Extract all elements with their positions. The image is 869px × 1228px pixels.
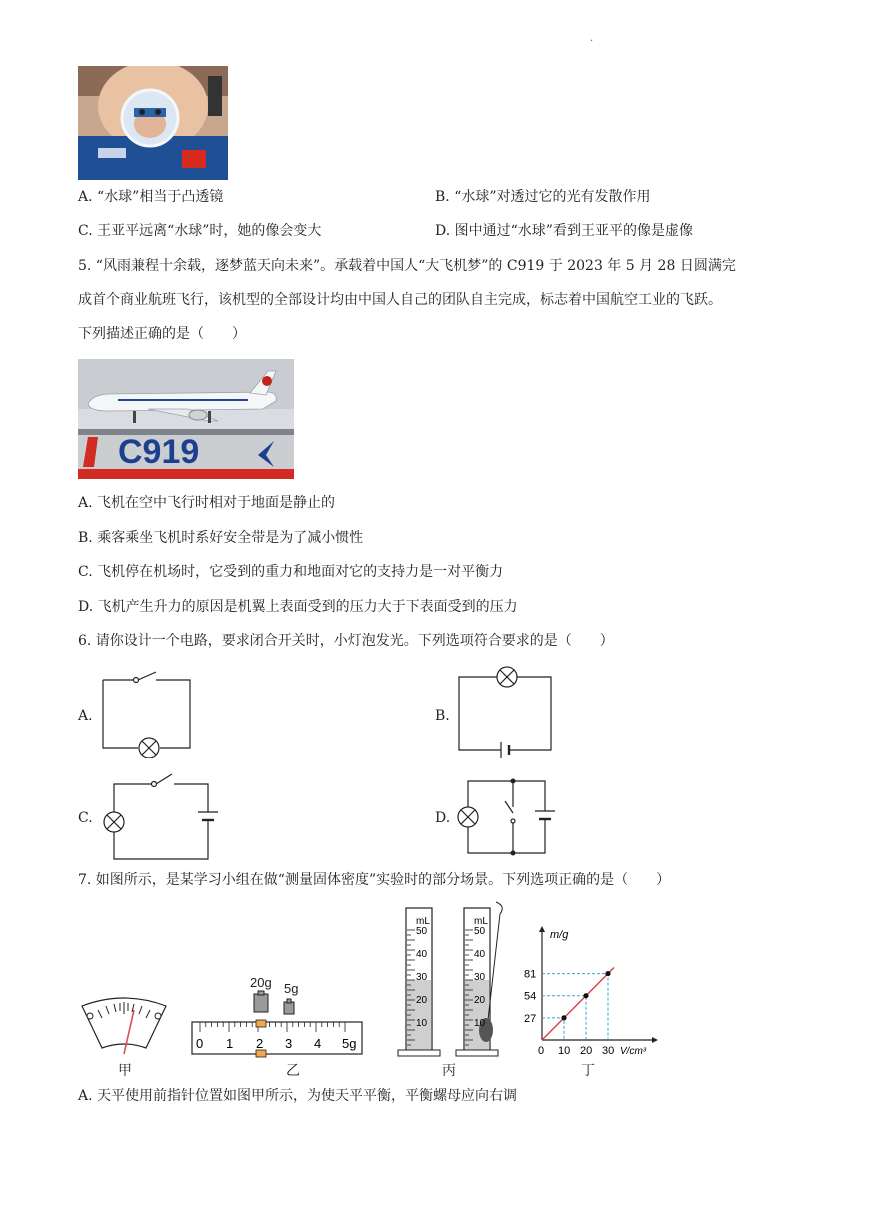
y-tick-81: 81 bbox=[524, 968, 537, 981]
q4-option-b: B. “水球”对透过它的光有发散作用 bbox=[435, 189, 651, 205]
c919-logo-text: C919 bbox=[118, 433, 200, 471]
y-axis-label: m/g bbox=[550, 929, 569, 941]
q4-option-c: C. 王亚平远离“水球”时，她的像会变大 bbox=[78, 223, 322, 239]
data-point-30 bbox=[605, 971, 610, 976]
x-tick-30: 30 bbox=[602, 1045, 615, 1057]
q4-option-a: A. “水球”相当于凸透镜 bbox=[78, 189, 224, 205]
q7-option-a: A. 天平使用前指针位置如图甲所示，为使天平平衡，平衡螺母应向右调 bbox=[78, 1088, 518, 1104]
mass-volume-chart bbox=[520, 924, 666, 1064]
q6-label-b: B. bbox=[435, 708, 450, 724]
cylinder2-tick-40: 40 bbox=[474, 949, 486, 960]
q5-stem-line1: 5. “风雨兼程十余载，逐梦蓝天向未来”。承载着中国人“大飞机梦”的 C919 于 2023 年 5 月 28 日圆满完 bbox=[78, 258, 736, 274]
cylinder2-tick-10: 10 bbox=[474, 1018, 486, 1029]
cylinder1-tick-40: 40 bbox=[416, 949, 428, 960]
x-tick-10: 10 bbox=[558, 1045, 571, 1057]
q5-option-c: C. 飞机停在机场时，它受到的重力和地面对它的支持力是一对平衡力 bbox=[78, 564, 504, 580]
circuit-b bbox=[455, 664, 555, 759]
caption-yi: 乙 bbox=[286, 1063, 300, 1079]
ruler-label-1: 1 bbox=[226, 1036, 234, 1051]
q6-stem: 6. 请你设计一个电路，要求闭合开关时，小灯泡发光。下列选项符合要求的是（ ） bbox=[78, 633, 614, 649]
caption-ding: 丁 bbox=[581, 1063, 595, 1079]
ruler-label-2: 2 bbox=[256, 1036, 264, 1051]
circuit-a bbox=[98, 668, 198, 758]
q4-option-d: D. 图中通过“水球”看到王亚平的像是虚像 bbox=[435, 223, 693, 239]
graduated-cylinders bbox=[396, 900, 516, 1060]
weight-20g-label: 20g bbox=[250, 975, 272, 990]
rider-ruler bbox=[190, 990, 366, 1060]
cylinder2-unit: mL bbox=[474, 916, 488, 927]
q5-option-a: A. 飞机在空中飞行时相对于地面是静止的 bbox=[78, 495, 336, 511]
q7-stem: 7. 如图所示，是某学习小组在做“测量固体密度”实验时的部分场景。下列选项正确的是（ ） bbox=[78, 872, 671, 888]
caption-jia: 甲 bbox=[118, 1063, 132, 1079]
cylinder1-tick-10: 10 bbox=[416, 1018, 428, 1029]
q5-option-d: D. 飞机产生升力的原因是机翼上表面受到的压力大于下表面受到的压力 bbox=[78, 599, 518, 615]
q5-stem-line2: 成首个商业航班飞行，该机型的全部设计均由中国人自己的团队自主完成，标志着中国航空工业的飞跃。 bbox=[78, 292, 722, 308]
ruler-label-4: 4 bbox=[314, 1036, 322, 1051]
ruler-label-5: 5g bbox=[342, 1036, 357, 1051]
weight-5g-label: 5g bbox=[284, 981, 299, 996]
c919-photo bbox=[78, 359, 294, 479]
y-tick-27: 27 bbox=[524, 1012, 537, 1025]
cylinder2-tick-50: 50 bbox=[474, 926, 486, 937]
q6-label-d: D. bbox=[435, 810, 451, 826]
ruler-label-0: 0 bbox=[196, 1036, 204, 1051]
x-tick-0: 0 bbox=[538, 1045, 545, 1057]
q6-label-a: A. bbox=[78, 708, 93, 724]
x-axis-arrow bbox=[652, 1037, 658, 1043]
water-ball-photo bbox=[78, 66, 228, 180]
data-point-10 bbox=[561, 1015, 566, 1020]
cylinder1-tick-50: 50 bbox=[416, 926, 428, 937]
x-tick-20: 20 bbox=[580, 1045, 593, 1057]
cylinder1-tick-20: 20 bbox=[416, 995, 428, 1006]
y-axis-arrow bbox=[539, 926, 545, 932]
series-line bbox=[542, 968, 614, 1040]
q5-stem-line3: 下列描述正确的是（ ） bbox=[78, 326, 246, 342]
y-tick-54: 54 bbox=[524, 990, 537, 1003]
circuit-d bbox=[455, 773, 575, 863]
x-axis-label: V/cm³ bbox=[620, 1046, 647, 1057]
caption-bing: 丙 bbox=[442, 1063, 456, 1079]
q6-label-c: C. bbox=[78, 810, 93, 826]
circuit-c bbox=[100, 770, 225, 865]
cylinder2-tick-20: 20 bbox=[474, 995, 486, 1006]
data-point-20 bbox=[583, 993, 588, 998]
cylinder2-tick-30: 30 bbox=[474, 972, 486, 983]
ruler-label-3: 3 bbox=[285, 1036, 293, 1051]
q5-option-b: B. 乘客乘坐飞机时系好安全带是为了减小惯性 bbox=[78, 530, 364, 546]
header-dot: . bbox=[590, 33, 594, 44]
cylinder1-tick-30: 30 bbox=[416, 972, 428, 983]
cylinder1-unit: mL bbox=[416, 916, 430, 927]
